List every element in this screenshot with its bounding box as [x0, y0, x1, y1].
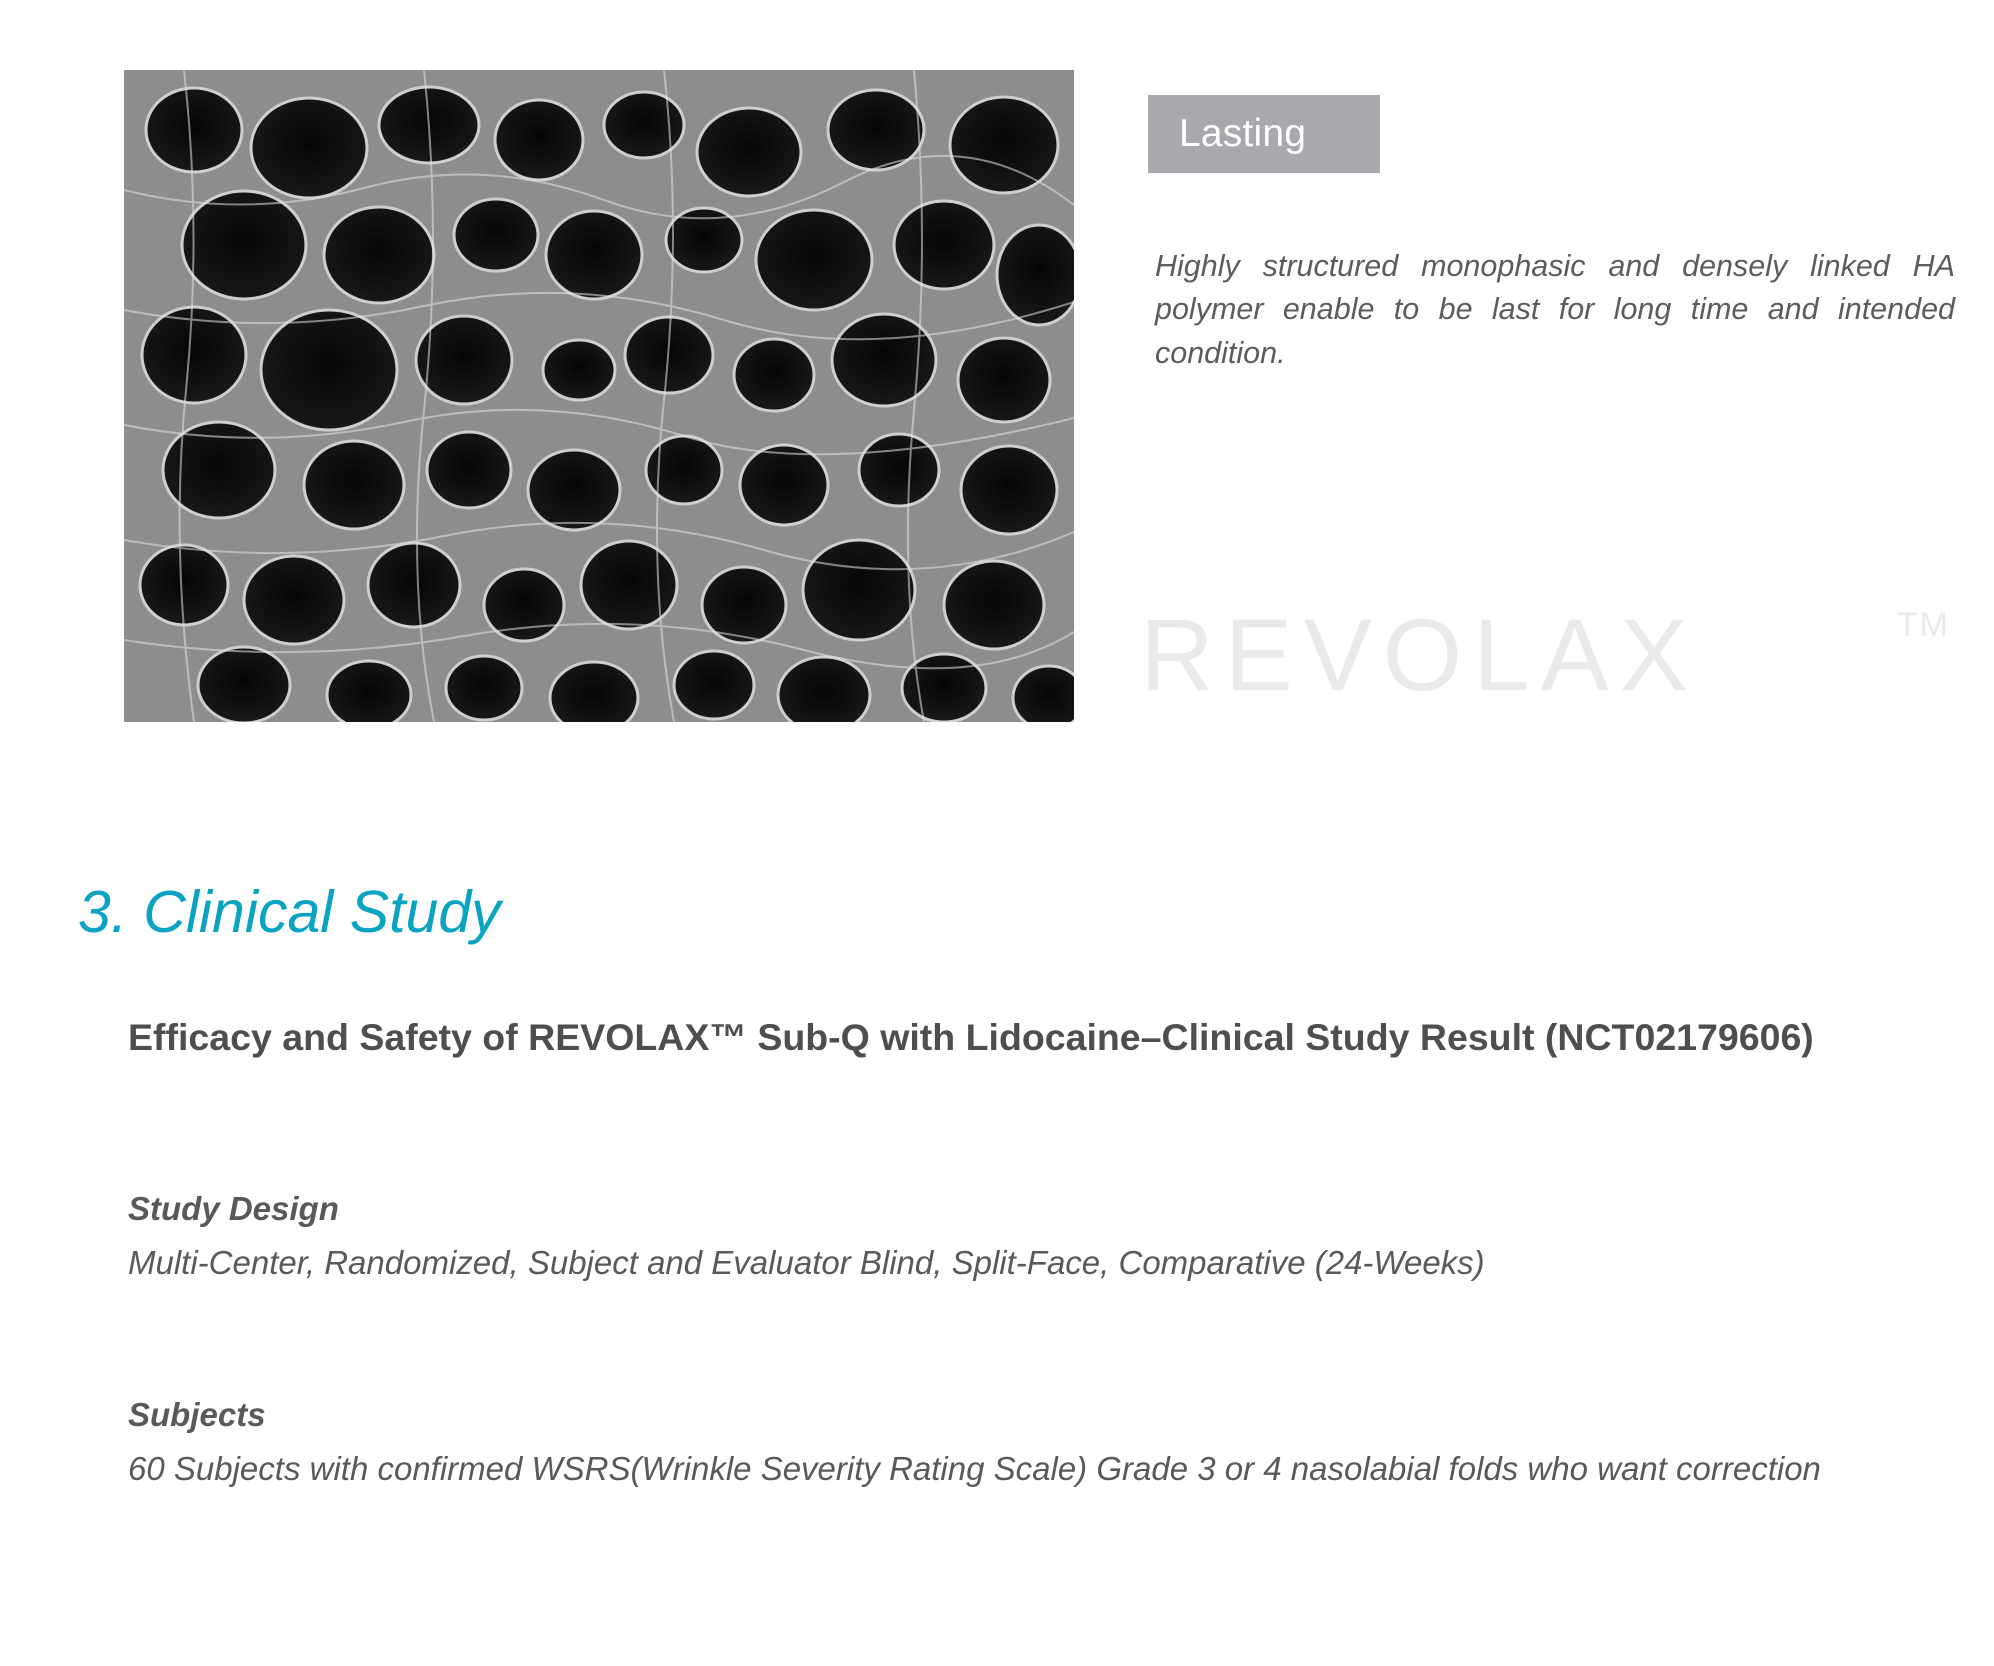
- section-heading: [78, 878, 501, 946]
- subjects-text: 60 Subjects with confirmed WSRS(Wrinkle Severity Rating Scale) Grade 3 or 4 nasolabial folds who want correction: [128, 1450, 1821, 1487]
- lasting-badge-label: Lasting: [1179, 112, 1307, 155]
- lasting-badge: [1148, 95, 1380, 173]
- top-section: [0, 0, 1994, 790]
- trademark-symbol: TM: [1896, 606, 1950, 644]
- study-design-block: [128, 1190, 1938, 1287]
- section-title: Clinical Study: [143, 879, 501, 945]
- sem-micrograph-image: [124, 70, 1074, 722]
- study-design-label: Study Design: [128, 1190, 339, 1227]
- study-title: Efficacy and Safety of REVOLAX™ Sub-Q with Lidocaine–Clinical Study Result (NCT02179606): [128, 1016, 1814, 1058]
- section-number: 3.: [78, 879, 128, 945]
- subjects-label: Subjects: [128, 1396, 266, 1433]
- revolax-wordmark-text: REVOLAX: [1140, 598, 1699, 712]
- subjects-block: [128, 1396, 1938, 1493]
- revolax-wordmark: [1140, 600, 1950, 710]
- lasting-description: Highly structured monophasic and densely linked HA polymer enable to be last for long time and intended condition.: [1155, 249, 1955, 370]
- study-design-text: Multi-Center, Randomized, Subject and Evaluator Blind, Split-Face, Comparative (24-Weeks): [128, 1244, 1485, 1281]
